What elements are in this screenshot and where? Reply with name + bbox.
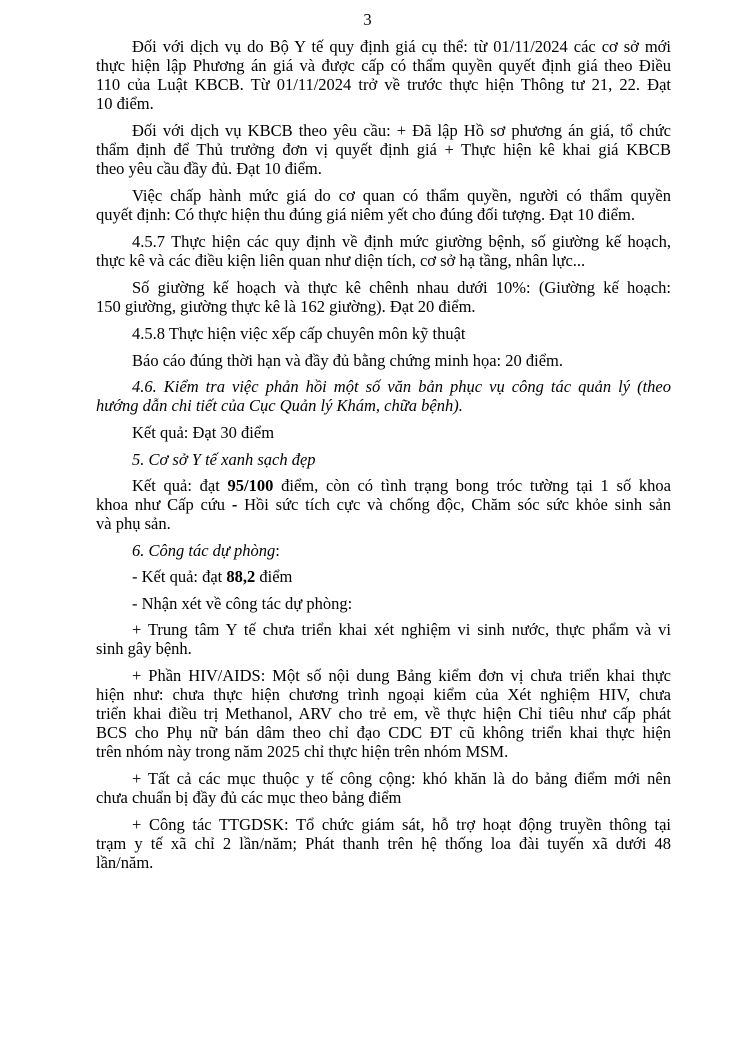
text-line: Đối với dịch vụ do Bộ Y tế quy định giá cụ thể: từ 01/11/2024 các cơ sở mới <box>132 37 671 56</box>
text: Kết quả: đạt <box>132 476 228 495</box>
text: - Kết quả: đạt <box>132 567 227 586</box>
result-6 <box>132 567 671 586</box>
text-line: Số giường kế hoạch và thực kê chênh nhau dưới 10%: (Giường kế hoạch: <box>132 278 671 297</box>
score-value: 88,2 <box>226 567 256 586</box>
text-line: + Phần HIV/AIDS: Một số nội dung Bảng kiểm đơn vị chưa triển khai thực <box>132 666 671 685</box>
text: điểm, còn có tình trạng bong tróc tường tại 1 số khoa <box>273 476 671 495</box>
text-line: và phụ sản. <box>96 514 171 533</box>
text: Hồi sức tích cực và chống độc, Chăm sóc sức khỏe sinh sản <box>237 495 671 514</box>
text-line: Việc chấp hành mức giá do cơ quan có thẩm quyền, người có thẩm quyền <box>132 186 671 205</box>
text: 6. Công tác dự phòng <box>132 541 276 560</box>
text-line: Đối với dịch vụ KBCB theo yêu cầu: + Đã lập Hồ sơ phương án giá, tổ chức <box>132 121 671 140</box>
paragraph-report: Báo cáo đúng thời hạn và đầy đủ bằng chứng minh họa: 20 điểm. <box>132 351 563 370</box>
heading-5: 5. Cơ sở Y tế xanh sạch đẹp <box>132 450 316 469</box>
heading-4-5-8: 4.5.8 Thực hiện việc xếp cấp chuyên môn kỹ thuật <box>132 324 466 343</box>
text-line: + Công tác TTGDSK: Tổ chức giám sát, hỗ trợ hoạt động truyền thông tại <box>132 815 671 834</box>
text-line: 110 của Luật KBCB. Từ 01/11/2024 trở về trước thực hiện Thông tư 21, 22. Đạt <box>96 75 671 94</box>
page-number: 3 <box>363 10 372 29</box>
text-line <box>132 476 671 495</box>
result-4-6: Kết quả: Đạt 30 điểm <box>132 423 275 442</box>
text: điểm <box>255 567 293 586</box>
text-line: 4.6. Kiểm tra việc phản hồi một số văn bản phục vụ công tác quản lý (theo <box>132 377 671 396</box>
text-line: hướng dẫn chi tiết của Cục Quản lý Khám, chữa bệnh). <box>96 396 463 415</box>
text-line: 150 giường, giường thực kê là 162 giường). Đạt 20 điểm. <box>96 297 476 316</box>
text-line: 10 điểm. <box>96 94 154 113</box>
text: - <box>231 495 238 514</box>
text-line: hiện như: chưa thực hiện chương trình ngoại kiểm của Xét nghiệm HIV, chưa <box>96 685 671 704</box>
comment-heading: - Nhận xét về công tác dự phòng: <box>132 594 353 613</box>
text-line: + Tất cả các mục thuộc y tế công cộng: khó khăn là do bảng điểm mới nên <box>132 769 671 788</box>
text-line: + Trung tâm Y tế chưa triển khai xét nghiệm vi sinh nước, thực phẩm và vi <box>132 620 671 639</box>
text-line: BCS cho Phụ nữ bán dâm theo chỉ đạo CDC ĐT cũ không triển khai thực hiện <box>96 723 671 742</box>
text-line: thực kê và các điều kiện liên quan như diện tích, cơ sở hạ tầng, nhân lực... <box>96 251 586 270</box>
text-line: theo yêu cầu đầy đủ. Đạt 10 điểm. <box>96 159 322 178</box>
text-line: 4.5.7 Thực hiện các quy định về định mức giường bệnh, số giường kế hoạch, <box>132 232 671 251</box>
text-line: trạm y tế xã chỉ 2 lần/năm; Phát thanh trên hệ thống loa đài tuyến xã dưới 48 <box>96 834 671 853</box>
text-line: lần/năm. <box>96 853 154 872</box>
text: khoa như Cấp cứu <box>96 495 232 514</box>
score-value: 95/100 <box>227 476 274 495</box>
text-line: quyết định: Có thực hiện thu đúng giá niêm yết cho đúng đối tượng. Đạt 10 điểm. <box>96 205 635 224</box>
text-line: chưa chuẩn bị đầy đủ các mục theo bảng điểm <box>96 788 402 807</box>
text-line: sinh gây bệnh. <box>96 639 192 658</box>
text-line: thực hiện lập Phương án giá và được cấp có thẩm quyền quyết định giá theo Điều <box>96 56 671 75</box>
heading-6 <box>132 541 671 560</box>
text-line <box>96 495 671 514</box>
text-line: triển khai điều trị Methanol, ARV cho trẻ em, về thực hiện Chỉ tiêu như cấp phát <box>96 704 671 723</box>
text: : <box>275 541 280 560</box>
text-line: thẩm định để Thủ trưởng đơn vị quyết định giá + Thực hiện kê khai giá KBCB <box>96 140 671 159</box>
text-line: trên nhóm này trong năm 2025 chỉ thực hiện trên nhóm MSM. <box>96 742 509 761</box>
